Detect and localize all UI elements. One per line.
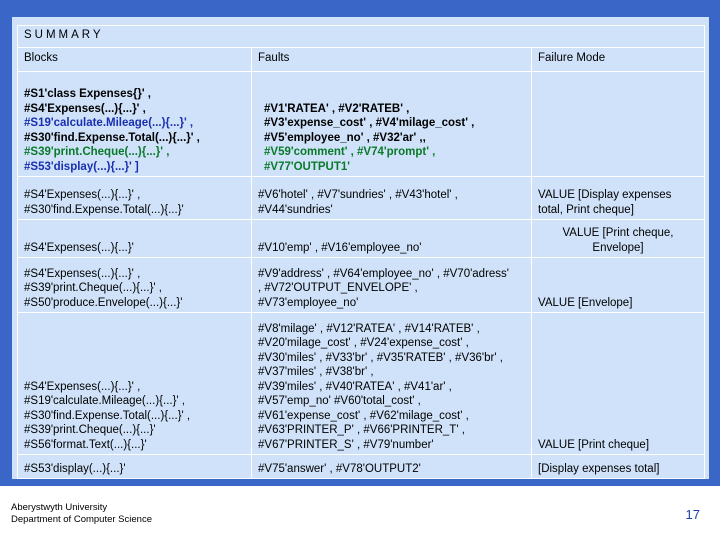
table-row — [18, 258, 705, 313]
cell-line: #V77'OUTPUT1' — [264, 160, 350, 173]
row-faults — [252, 313, 532, 455]
cell-line: #V3'expense_cost' , #V4'milage_cost' , — [264, 117, 475, 129]
footer-institution — [11, 502, 152, 526]
cell-line: #S30'find.Expense.Total(...){...}' , — [24, 131, 200, 144]
row-faults — [252, 455, 532, 479]
cell-line: #S39'print.Cheque(...){...}' , — [24, 146, 170, 158]
cell-line: #V44'sundries' — [258, 203, 333, 216]
cell-line: #V39'miles' , #V40'RATEA' , #V41'ar' , — [258, 380, 452, 393]
cell-line: #V59'comment' , #V74'prompt' , — [264, 146, 436, 158]
row-blocks — [18, 72, 252, 177]
row-failure-mode — [532, 313, 705, 455]
cell-line: #V1'RATEA' , #V2'RATEB' , — [264, 102, 410, 115]
cell-line: #V61'expense_cost' , #V62'milage_cost' , — [258, 409, 469, 422]
cell-line: VALUE [Envelope] — [538, 296, 633, 309]
header-blocks: Blocks — [18, 48, 252, 72]
cell-line: #V63'PRINTER_P' , #V66'PRINTER_T' , — [258, 424, 465, 436]
cell-line: total, Print cheque] — [538, 203, 634, 216]
table-row — [18, 177, 705, 220]
cell-line: #V10'emp' , #V16'employee_no' — [258, 241, 422, 254]
cell-line: #V20'milage_cost' , #V24'expense_cost' , — [258, 337, 469, 349]
cell-line: #S19'calculate.Mileage(...){...}' , — [24, 117, 194, 129]
cell-line: #S56'format.Text(...){...}' — [24, 438, 147, 451]
summary-table — [17, 25, 705, 479]
row-blocks — [18, 313, 252, 455]
cell-line: #S39'print.Cheque(...){...}' , — [24, 282, 162, 294]
cell-line: VALUE [Print cheque, — [562, 227, 674, 239]
row-blocks — [18, 220, 252, 258]
row-blocks — [18, 455, 252, 479]
row-faults — [252, 220, 532, 258]
row-failure-mode — [532, 258, 705, 313]
table-row — [18, 455, 705, 479]
cell-line: #V9'address' , #V64'employee_no' , #V70'adress' — [258, 267, 510, 280]
cell-line: #V37'miles' , #V38'br' , — [258, 366, 374, 378]
row-faults — [252, 72, 532, 177]
cell-line: #S53'display(...){...}' — [24, 462, 126, 475]
row-blocks — [18, 258, 252, 313]
cell-line: #S4'Expenses(...){...}' , — [24, 189, 141, 201]
footer-department: Department of Computer Science — [11, 514, 152, 525]
cell-line: #S1'class Expenses{}' , — [24, 88, 151, 100]
row-failure-mode — [532, 72, 705, 177]
cell-line: #V6'hotel' , #V7'sundries' , #V43'hotel' , — [258, 189, 458, 201]
cell-line: #V8'milage' , #V12'RATEA' , #V14'RATEB' , — [258, 322, 480, 335]
header-failure-mode: Failure Mode — [532, 48, 705, 72]
cell-line: #V57'emp_no' #V60'total_cost' , — [258, 395, 421, 407]
cell-line: #S53'display(...){...}' ] — [24, 160, 139, 173]
cell-line: #V73'employee_no' — [258, 296, 359, 309]
cell-line: #V67'PRINTER_S' , #V79'number' — [258, 438, 434, 451]
cell-line: #S4'Expenses(...){...}' , — [24, 267, 141, 280]
row-failure-mode — [532, 455, 705, 479]
cell-line: , #V72'OUTPUT_ENVELOPE' , — [258, 282, 418, 294]
cell-line: VALUE [Print cheque] — [538, 438, 650, 451]
table-row — [18, 313, 705, 455]
row-faults — [252, 177, 532, 220]
cell-line: #S30'find.Expense.Total(...){...}' — [24, 203, 184, 216]
row-blocks — [18, 177, 252, 220]
row-failure-mode — [532, 177, 705, 220]
cell-line: #V75'answer' , #V78'OUTPUT2' — [258, 462, 421, 475]
table-row — [18, 220, 705, 258]
page-number: 17 — [685, 507, 700, 522]
row-faults — [252, 258, 532, 313]
table-title: SUMMARY — [18, 26, 705, 48]
cell-line: Envelope] — [592, 241, 644, 254]
cell-line: #S30'find.Expense.Total(...){...}' , — [24, 409, 191, 422]
cell-line: #V30'miles' , #V33'br' , #V35'RATEB' , #V36'br' , — [258, 351, 503, 364]
row-failure-mode — [532, 220, 705, 258]
cell-line: #V5'employee_no' , #V32'ar' ,, — [264, 131, 426, 144]
table-row — [18, 72, 705, 177]
cell-line: #S4'Expenses(...){...}' , — [24, 380, 141, 393]
header-faults: Faults — [252, 48, 532, 72]
cell-line: #S4'Expenses(...){...}' , — [24, 102, 146, 115]
cell-line: #S50'produce.Envelope(...){...}' — [24, 296, 183, 309]
cell-line: #S39'print.Cheque(...){...}' — [24, 424, 156, 436]
cell-line: #S19'calculate.Mileage(...){...}' , — [24, 395, 186, 407]
cell-line: VALUE [Display expenses — [538, 189, 672, 201]
cell-line: [Display expenses total] — [538, 462, 660, 475]
footer-university: Aberystwyth University — [11, 502, 108, 513]
cell-line: #S4'Expenses(...){...}' — [24, 241, 134, 254]
